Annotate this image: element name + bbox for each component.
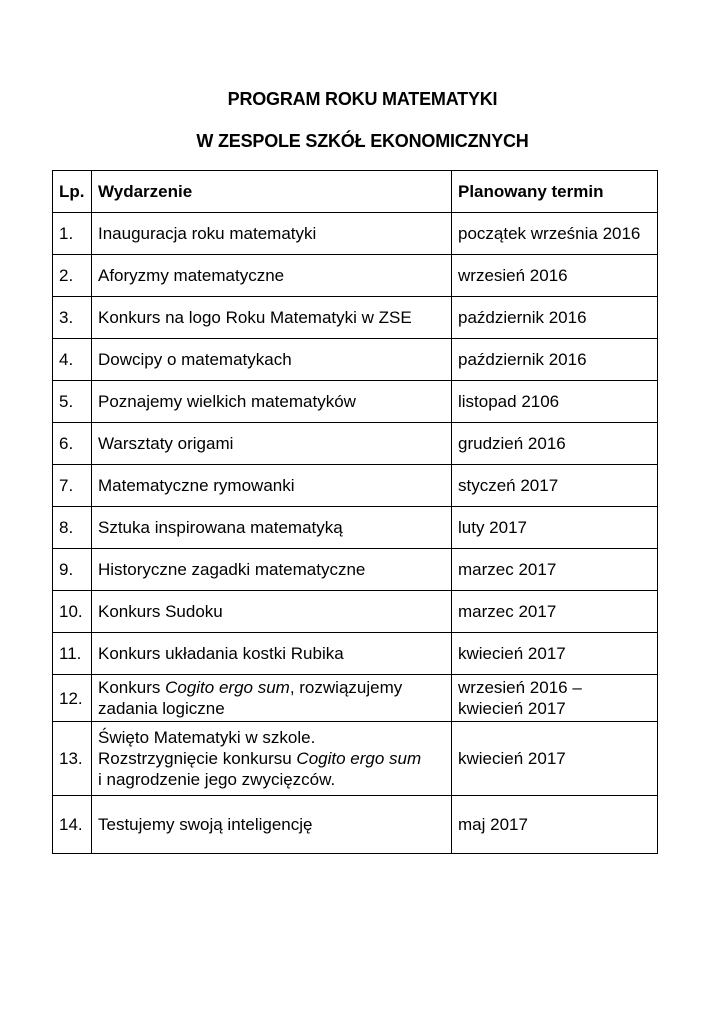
date-line: kwiecień 2017 bbox=[458, 699, 566, 718]
row-date: listopad 2106 bbox=[452, 381, 658, 423]
row-date bbox=[452, 675, 658, 722]
row-date: wrzesień 2016 bbox=[452, 255, 658, 297]
header-lp: Lp. bbox=[53, 171, 92, 213]
document-subtitle: W ZESPOLE SZKÓŁ EKONOMICZNYCH bbox=[196, 131, 529, 151]
row-event bbox=[92, 722, 452, 796]
row-date: październik 2016 bbox=[452, 297, 658, 339]
row-date: kwiecień 2017 bbox=[452, 633, 658, 675]
row-date: styczeń 2017 bbox=[452, 465, 658, 507]
document-title: PROGRAM ROKU MATEMATYKI bbox=[227, 89, 498, 109]
event-line: Święto Matematyki w szkole. bbox=[98, 728, 316, 747]
event-italic-title: Cogito ergo sum bbox=[165, 678, 290, 697]
event-text: , rozwiązujemy bbox=[289, 678, 403, 697]
table-row bbox=[53, 796, 658, 854]
table-row bbox=[53, 675, 658, 722]
row-number: 3. bbox=[53, 297, 92, 339]
row-number: 2. bbox=[53, 255, 92, 297]
table-row bbox=[53, 633, 658, 675]
table-row bbox=[53, 591, 658, 633]
row-date: grudzień 2016 bbox=[452, 423, 658, 465]
row-number: 7. bbox=[53, 465, 92, 507]
row-event: Konkurs układania kostki Rubika bbox=[92, 633, 452, 675]
program-table bbox=[52, 170, 658, 854]
row-number: 6. bbox=[53, 423, 92, 465]
row-number: 10. bbox=[53, 591, 92, 633]
row-event: Inauguracja roku matematyki bbox=[92, 213, 452, 255]
row-event: Sztuka inspirowana matematyką bbox=[92, 507, 452, 549]
row-event: Dowcipy o matematykach bbox=[92, 339, 452, 381]
event-italic-title: Cogito ergo sum bbox=[296, 749, 422, 768]
row-event: Matematyczne rymowanki bbox=[92, 465, 452, 507]
table-row bbox=[53, 381, 658, 423]
event-line: zadania logiczne bbox=[98, 699, 225, 718]
table-row bbox=[53, 465, 658, 507]
table-row bbox=[53, 297, 658, 339]
row-date: marzec 2017 bbox=[452, 549, 658, 591]
row-date: marzec 2017 bbox=[452, 591, 658, 633]
table-row bbox=[53, 255, 658, 297]
row-event: Konkurs na logo Roku Matematyki w ZSE bbox=[92, 297, 452, 339]
row-event: Poznajemy wielkich matematyków bbox=[92, 381, 452, 423]
row-number: 11. bbox=[53, 633, 92, 675]
row-number: 8. bbox=[53, 507, 92, 549]
header-event: Wydarzenie bbox=[92, 171, 452, 213]
table-row bbox=[53, 423, 658, 465]
row-date: luty 2017 bbox=[452, 507, 658, 549]
row-event: Testujemy swoją inteligencję bbox=[92, 796, 452, 854]
table-row bbox=[53, 339, 658, 381]
table-row bbox=[53, 507, 658, 549]
row-date: kwiecień 2017 bbox=[452, 722, 658, 796]
table-row bbox=[53, 722, 658, 796]
row-event: Aforyzmy matematyczne bbox=[92, 255, 452, 297]
row-date: początek września 2016 bbox=[452, 213, 658, 255]
row-number: 5. bbox=[53, 381, 92, 423]
table-header-row bbox=[53, 171, 658, 213]
row-number: 9. bbox=[53, 549, 92, 591]
event-text: Rozstrzygnięcie konkursu bbox=[98, 749, 297, 768]
row-number: 12. bbox=[53, 675, 92, 722]
row-event bbox=[92, 675, 452, 722]
row-number: 1. bbox=[53, 213, 92, 255]
row-event: Konkurs Sudoku bbox=[92, 591, 452, 633]
row-event: Warsztaty origami bbox=[92, 423, 452, 465]
table-row bbox=[53, 549, 658, 591]
table-row bbox=[53, 213, 658, 255]
date-line: wrzesień 2016 – bbox=[458, 678, 582, 697]
header-date: Planowany termin bbox=[452, 171, 658, 213]
event-line bbox=[98, 677, 445, 698]
row-number: 13. bbox=[53, 722, 92, 796]
row-number: 4. bbox=[53, 339, 92, 381]
event-text: Konkurs bbox=[98, 678, 166, 697]
row-date: maj 2017 bbox=[452, 796, 658, 854]
event-line bbox=[98, 748, 445, 769]
row-number: 14. bbox=[53, 796, 92, 854]
row-date: październik 2016 bbox=[452, 339, 658, 381]
event-line: i nagrodzenie jego zwycięzców. bbox=[98, 770, 336, 789]
row-event: Historyczne zagadki matematyczne bbox=[92, 549, 452, 591]
